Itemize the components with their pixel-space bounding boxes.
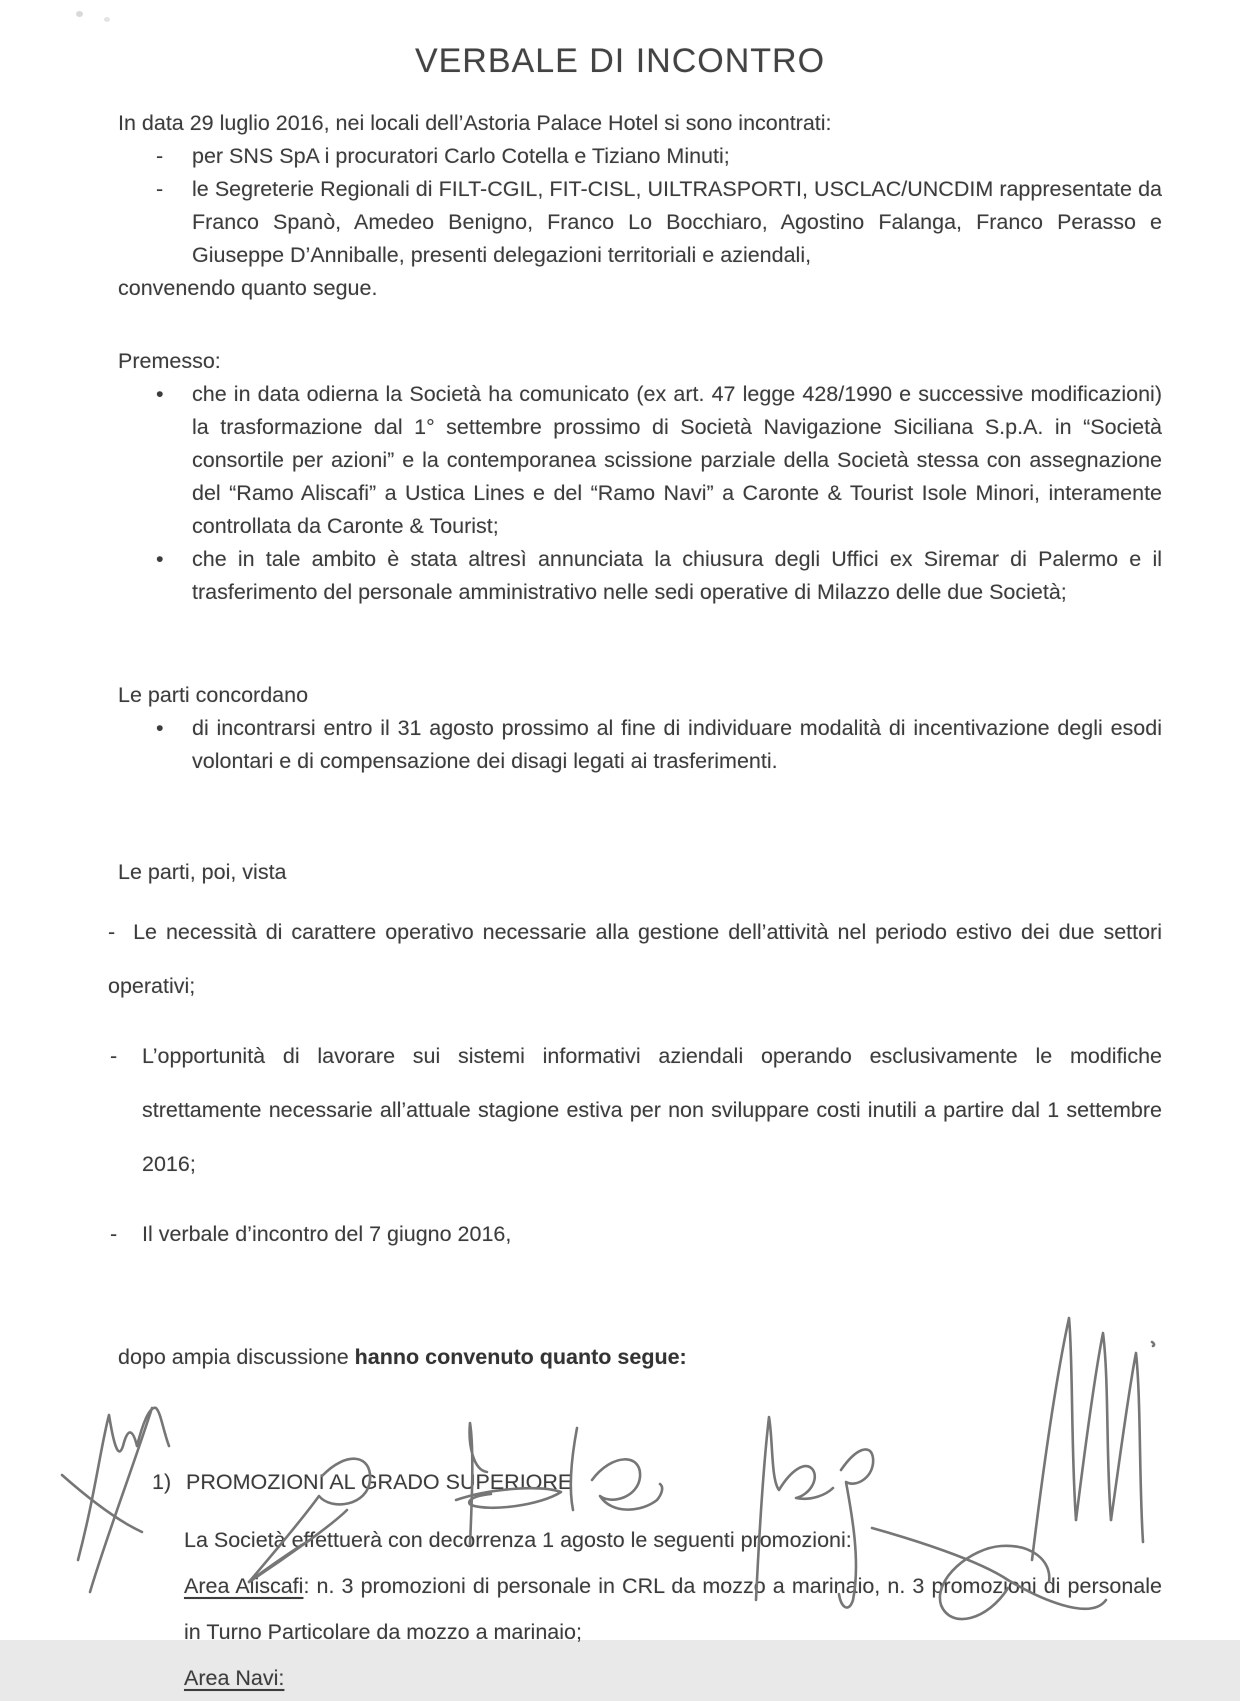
vista-section xyxy=(108,856,1162,1261)
dash-marker: - xyxy=(156,144,164,168)
dash-marker: - xyxy=(110,1222,118,1246)
list-item xyxy=(110,1207,1162,1261)
document-title: VERBALE DI INCONTRO xyxy=(414,42,826,80)
scan-speck xyxy=(76,11,83,17)
section-intro: La Società effettuerà con decorrenza 1 agosto le seguenti promozioni: xyxy=(184,1528,852,1552)
bullet-marker: • xyxy=(156,547,164,571)
list-item-text: che in data odierna la Società ha comunicato (ex art. 47 legge 428/1990 e successive modificazioni) la trasformazione dal 1° settembre prossimo di Società Navigazione Siciliana S.p.A. in “Società consortile per azioni” e la contemporanea scissione parziale della Società stessa con assegnazione del “Ramo Aliscafi” a Ustica Lines e del “Ramo Navi” a Caronte & Tourist Isole Minori, interamente controllata da Caronte & Tourist; xyxy=(192,382,1162,538)
list-item xyxy=(154,378,1162,543)
section-1 xyxy=(150,1466,1162,1499)
intro-closing: convenendo quanto segue. xyxy=(118,276,378,300)
intro-paragraph: In data 29 luglio 2016, nei locali dell’Astoria Palace Hotel si sono incontrati: xyxy=(118,111,832,135)
dash-marker: - xyxy=(108,920,116,944)
area-navi-label: Area Navi: xyxy=(184,1666,285,1690)
list-item-text: per SNS SpA i procuratori Carlo Cotella e Tiziano Minuti; xyxy=(192,144,730,168)
list-item xyxy=(154,140,1162,173)
concordano-heading: Le parti concordano xyxy=(118,683,309,707)
section-heading: PROMOZIONI AL GRADO SUPERIORE xyxy=(186,1470,573,1494)
list-item-text: L’opportunità di lavorare sui sistemi informativi aziendali operando esclusivamente le modifiche strettamente necessarie all’attuale stagione estiva per non sviluppare costi inutili a partire dal 1 settembre 2016; xyxy=(142,1044,1162,1176)
section-1-heading-row xyxy=(150,1466,1162,1499)
dash-marker: - xyxy=(110,1044,118,1068)
list-item xyxy=(110,1029,1162,1191)
area-navi-paragraph xyxy=(184,1655,1162,1701)
bullet-marker: • xyxy=(156,382,164,406)
scan-speck xyxy=(104,17,110,22)
section-1-body xyxy=(184,1517,1162,1701)
area-aliscafi-paragraph xyxy=(184,1563,1162,1655)
list-item-text: di incontrarsi entro il 31 agosto prossimo al fine di individuare modalità di incentivazione degli esodi volontari e di compensazione dei disagi legati ai trasferimenti. xyxy=(192,716,1162,773)
bullet-marker: • xyxy=(156,716,164,740)
list-item xyxy=(154,712,1162,778)
conclusion-normal: dopo ampia discussione xyxy=(118,1345,355,1369)
list-item-text: le Segreterie Regionali di FILT-CGIL, FIT-CISL, UILTRASPORTI, USCLAC/UNCDIM rappresentate da Franco Spanò, Amedeo Benigno, Franco Lo Bocchiaro, Agostino Falanga, Franco Perasso e Giuseppe D’Anniballe, presenti delegazioni territoriali e aziendali, xyxy=(192,177,1162,267)
area-aliscafi-label: Area Aliscafi xyxy=(184,1574,304,1598)
list-item-text: Il verbale d’incontro del 7 giugno 2016, xyxy=(142,1222,512,1246)
premesso-list xyxy=(154,378,1162,609)
list-item-text: che in tale ambito è stata altresì annunciata la chiusura degli Uffici ex Siremar di Palermo e il trasferimento del personale amministrativo nelle sedi operative di Milazzo delle due Società; xyxy=(192,547,1162,604)
list-item xyxy=(108,905,1162,1013)
section-number: 1) xyxy=(152,1470,172,1494)
concordano-list xyxy=(154,712,1162,778)
premesso-heading: Premesso: xyxy=(118,349,221,373)
area-aliscafi-text: : n. 3 promozioni di personale in CRL da mozzo a marinaio, n. 3 promozioni di personale in Turno Particolare da mozzo a marinaio; xyxy=(184,1574,1162,1644)
conclusion-line xyxy=(118,1341,1162,1374)
conclusion-bold: hanno convenuto quanto segue: xyxy=(354,1345,687,1369)
vista-heading: Le parti, poi, vista xyxy=(118,860,287,884)
intro-list xyxy=(154,140,1162,272)
list-item xyxy=(154,173,1162,272)
dash-marker: - xyxy=(156,177,164,201)
list-item xyxy=(154,543,1162,609)
list-item-text: Le necessità di carattere operativo necessarie alla gestione dell’attività nel periodo estivo dei due settori operativi; xyxy=(108,920,1162,998)
